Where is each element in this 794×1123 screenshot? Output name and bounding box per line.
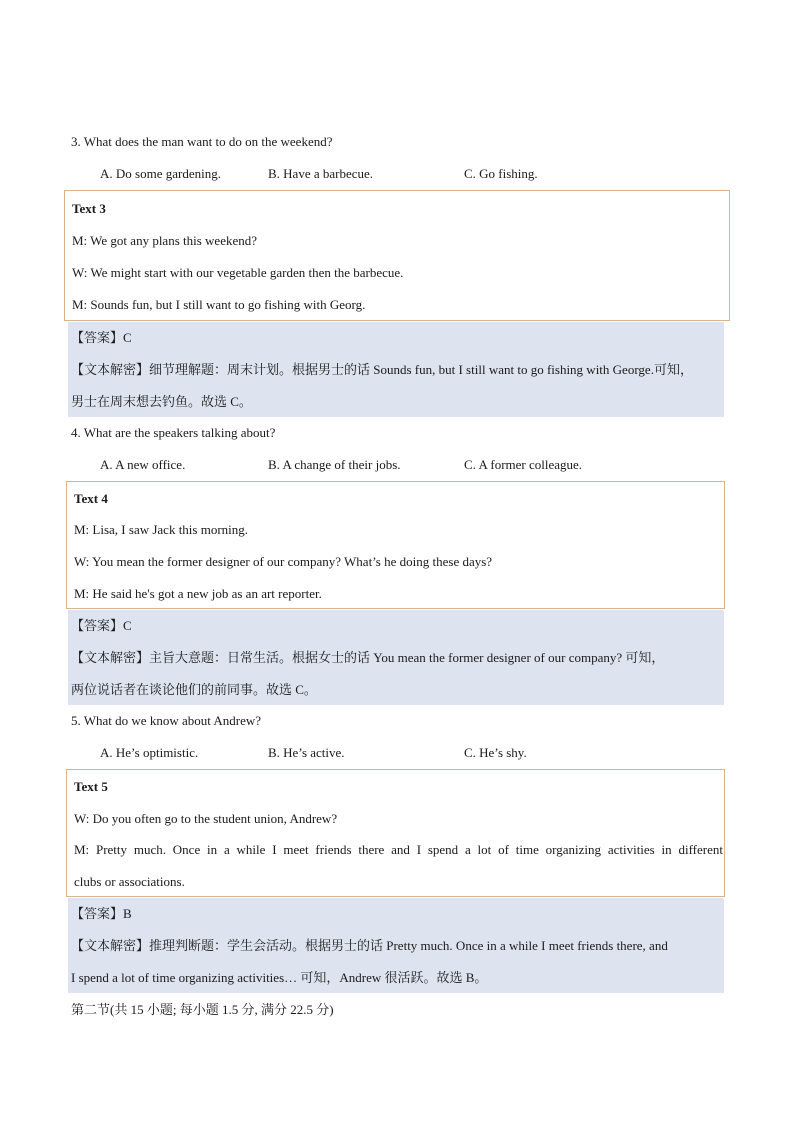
- text-5-line-2: M: Pretty much. Once in a while I meet friends there and I spend a lot of time organizing activities in different: [74, 842, 723, 857]
- q3-explanation-2: 男士在周末想去钓鱼。故选 C。: [71, 394, 252, 409]
- q5-option-b: B. He’s active.: [268, 745, 345, 760]
- q4-answer: 【答案】C: [71, 618, 132, 633]
- q4-option-a: A. A new office.: [100, 457, 186, 472]
- text-5-box: [66, 769, 725, 897]
- q3-explanation-1: 【文本解密】细节理解题：周末计划。根据男士的话 Sounds fun, but I still want to go fishing with George.可知，: [71, 362, 693, 377]
- question-4: 4. What are the speakers talking about?: [71, 425, 276, 440]
- text-5-line-1: W: Do you often go to the student union, Andrew?: [74, 811, 338, 826]
- text-4-line-3: M: He said he's got a new job as an art reporter.: [74, 586, 322, 601]
- q3-option-c: C. Go fishing.: [464, 166, 538, 181]
- text-4-box: [66, 481, 725, 609]
- q3-option-b: B. Have a barbecue.: [268, 166, 374, 181]
- q5-option-a: A. He’s optimistic.: [100, 745, 199, 760]
- text-3-line-1: M: We got any plans this weekend?: [72, 233, 258, 248]
- q3-answer-block: [68, 322, 724, 417]
- text-4-line-2: W: You mean the former designer of our company? What’s he doing these days?: [74, 554, 493, 569]
- section-heading: 第二节(共 15 小题; 每小题 1.5 分, 满分 22.5 分): [71, 1002, 334, 1017]
- q3-option-a: A. Do some gardening.: [100, 166, 221, 181]
- q4-option-b: B. A change of their jobs.: [268, 457, 401, 472]
- text-3-line-2: W: We might start with our vegetable garden then the barbecue.: [72, 265, 404, 280]
- q4-explanation-1: 【文本解密】主旨大意题：日常生活。根据女士的话 You mean the former designer of our company? 可知，: [71, 650, 665, 665]
- q3-answer: 【答案】C: [71, 330, 132, 345]
- question-3: 3. What does the man want to do on the weekend?: [71, 134, 333, 149]
- text-4-line-1: M: Lisa, I saw Jack this morning.: [74, 522, 249, 537]
- q5-answer-block: [68, 898, 724, 993]
- text-3-box: [64, 190, 730, 321]
- text-4-title: Text 4: [74, 491, 108, 506]
- text-3-line-3: M: Sounds fun, but I still want to go fishing with Georg.: [72, 297, 366, 312]
- q5-explanation-2: I spend a lot of time organizing activities… 可知，Andrew 很活跃。故选 B。: [71, 970, 488, 985]
- question-5: 5. What do we know about Andrew?: [71, 713, 262, 728]
- q5-option-c: C. He’s shy.: [464, 745, 527, 760]
- q5-answer: 【答案】B: [71, 906, 132, 921]
- q4-option-c: C. A former colleague.: [464, 457, 583, 472]
- text-3-title: Text 3: [72, 201, 106, 216]
- q4-explanation-2: 两位说话者在谈论他们的前同事。故选 C。: [71, 682, 317, 697]
- text-5-title: Text 5: [74, 779, 108, 794]
- q4-answer-block: [68, 610, 724, 705]
- q5-explanation-1: 【文本解密】推理判断题：学生会活动。根据男士的话 Pretty much. Once in a while I meet friends there, and: [71, 938, 668, 953]
- text-5-line-3: clubs or associations.: [74, 874, 185, 889]
